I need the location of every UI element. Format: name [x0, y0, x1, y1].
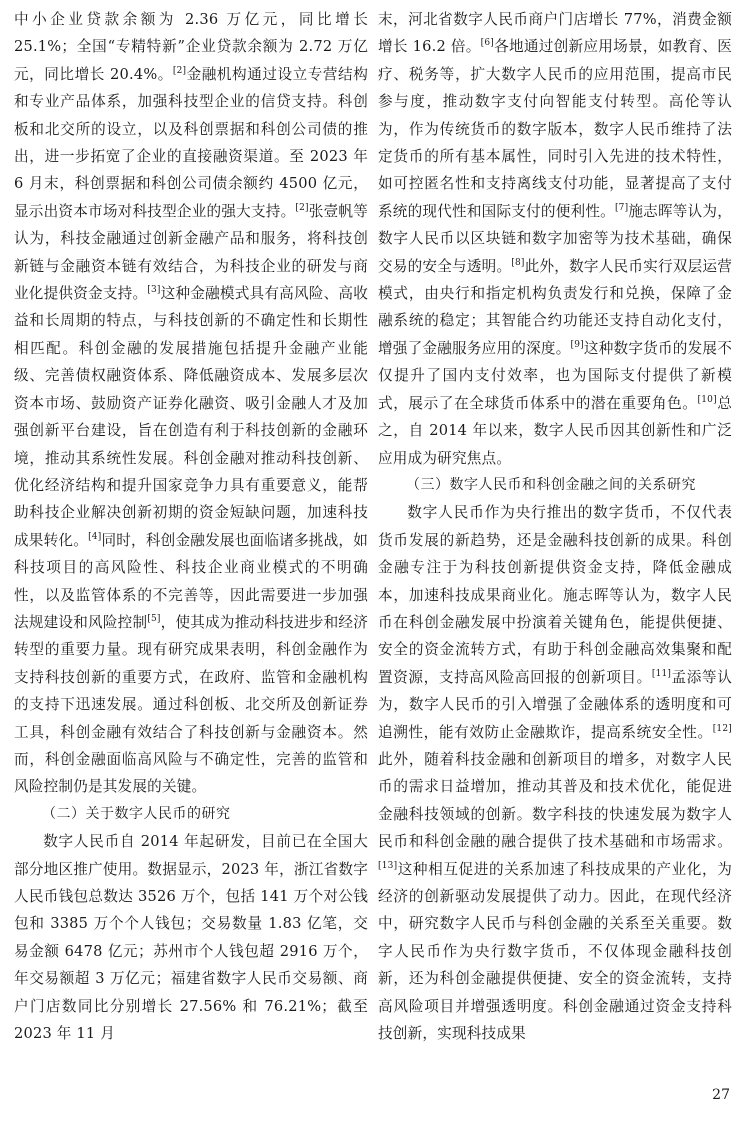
citation-ref: [2]: [172, 65, 187, 76]
text-run: ，使其成为推动科技进步和经济转型的重要力量。现有研究成果表明，科创金融作为支持科技创新的重要方式，在政府、监管和金融机构的支持下迅速发展。通过科创板、北交所及创新证券工具，科创金融有效结合了科技创新与金融资本。然而，科创金融面临高风险与不确定性，完善的监管和风险控制仍是其发展的关键。: [14, 613, 368, 796]
text-run: 孟添等认为，数字人民币的引入增强了金融体系的透明度和可追溯性，能有效防止金融欺诈，提高系统安全性。: [378, 668, 732, 741]
left-paragraph-1: [14, 6, 368, 801]
text-run: 这种相互促进的关系加速了科技成果的产业化，为经济的创新驱动发展提供了动力。因此，在现代经济中，研究数字人民币与科创金融的关系至关重要。数字人民币作为央行数字货币，不仅体现金融科技创新，还为科创金融提供便捷、安全的资金流转，支持高风险项目并增强透明度。科创金融通过资金支持科技创新，实现科技成果: [378, 860, 732, 1043]
right-column: [378, 6, 732, 1047]
left-column: [14, 6, 368, 1047]
text-run: 这种金融模式具有高风险、高收益和长周期的特点，与科技创新的不确定性和长期性相匹配。科创金融的发展措施包括提升金融产业能级、完善债权融资体系、降低融资成本、发展多层次资本市场、鼓励资产证券化融资、吸引金融人才及加强创新平台建设，旨在创造有利于科技创新的金融环境，推动其系统性发展。科创金融对推动科技创新、优化经济结构和提升国家竞争力具有重要意义，能帮助科技企业解决创新初期的资金短缺问题，加速科技成果转化。: [14, 285, 368, 549]
text-run: 中小企业贷款余额为 2.36 万亿元，同比增长 25.1%；全国“专精特新”企业贷款余额为 2.72 万亿元，同比增长 20.4%。: [14, 11, 368, 83]
citation-ref: [9]: [570, 340, 584, 351]
text-run: 各地通过创新应用场景，如教育、医疗、税务等，扩大数字人民币的应用范围，提高市民参与度，推动数字支付向智能支付转型。高伦等认为，作为传统货币的数字版本，数字人民币维持了法定货币的所有基本属性，同时引入先进的技术特性，如可控匿名性和支持离线支付功能，显著提高了支付系统的现代性和国际支付的便利性。: [378, 38, 732, 220]
citation-ref: [10]: [697, 394, 717, 405]
citation-ref: [13]: [378, 860, 398, 871]
section-heading-2: （二）关于数字人民币的研究: [42, 805, 231, 822]
text-run: 同时，科创金融发展也面临诸多挑战，如科技项目的高风险性、科技企业商业模式的不明确性，以及监管体系的不完善等，因此需要进一步加强法规建设和风险控制: [14, 531, 368, 631]
citation-ref: [12]: [712, 723, 732, 734]
text-run: 张壹帆等认为，科技金融通过创新金融产品和服务，将科技创新链与金融资本链有效结合，为科技企业的研发与商业化提供资金支持。: [14, 202, 368, 303]
right-paragraph-1: [378, 6, 732, 472]
citation-ref: [8]: [511, 257, 525, 268]
citation-ref: [6]: [480, 38, 494, 49]
citation-ref: [11]: [651, 668, 672, 679]
citation-ref: [3]: [147, 285, 161, 296]
text-run: 数字人民币作为央行推出的数字货币，不仅代表货币发展的新趋势，还是金融科技创新的成果。科创金融专注于为科技创新提供资金支持，降低金融成本，加速科技成果商业化。施志晖等认为，数字人民币在科创金融发展中扮演着关键角色，能提供便捷、安全的资金流转方式，有助于科创金融高效集聚和配置资源，支持高风险高回报的创新项目。: [378, 504, 732, 686]
page-number: 27: [712, 1087, 730, 1103]
citation-ref: [2]: [295, 202, 309, 213]
text-run: 施志晖等认为，数字人民币以区块链和数字加密等为技术基础，确保交易的安全与透明。: [378, 202, 732, 275]
citation-ref: [5]: [147, 614, 161, 625]
text-run: 此外，数字人民币实行双层运营模式，由央行和指定机构负责发行和兑换，保障了金融系统的稳定；其智能合约功能还支持自动化支付，增强了金融服务应用的深度。: [378, 257, 732, 357]
text-run: 这种数字货币的发展不仅提升了国内支付效率，也为国际支付提供了新模式，展示了在全球货币体系中的潜在重要角色。: [378, 339, 732, 412]
section-heading-3: （三）数字人民币和科创金融之间的关系研究: [406, 476, 696, 493]
text-run: 此外，随着科技金融和创新项目的增多，对数字人民币的需求日益增加，推动其普及和技术优化，能促进金融科技领域的创新。数字科技的快速发展为数字人民币和科创金融的融合提供了技术基础和市场需求。: [378, 750, 732, 851]
right-paragraph-2: [378, 499, 732, 1047]
citation-ref: [4]: [88, 531, 102, 542]
text-run: 末，河北省数字人民币商户门店增长 77%，消费金额增长 16.2 倍。: [378, 11, 732, 56]
citation-ref: [7]: [614, 202, 629, 213]
text-run: 金融机构通过设立专营结构和专业产品体系，加强科技型企业的信贷支持。科创板和北交所的设立，以及科创票据和科创公司债的推出，进一步拓宽了企业的直接融资渠道。至 2023 年 6 月末，科创票据和科创公司债余额约 4500 亿元，显示出资本市场对科技型企业的强大支持。: [14, 65, 368, 220]
left-paragraph-2: 数字人民币自 2014 年起研发，目前已在全国大部分地区推广使用。数据显示，2023 年，浙江省数字人民币钱包总数达 3526 万个，包括 141 万个对公钱包和 3385 万个个人钱包；交易数量 1.83 亿笔，交易金额 6478 亿元；苏州市个人钱包超 2916 万个，年交易额超 3 万亿元；福建省数字人民币交易额、商户门店数同比分别增长 27.56% 和 76.21%；截至 2023 年 11 月: [14, 833, 368, 1043]
text-run: 总之，自 2014 年以来，数字人民币因其创新性和广泛应用成为研究焦点。: [378, 394, 732, 467]
